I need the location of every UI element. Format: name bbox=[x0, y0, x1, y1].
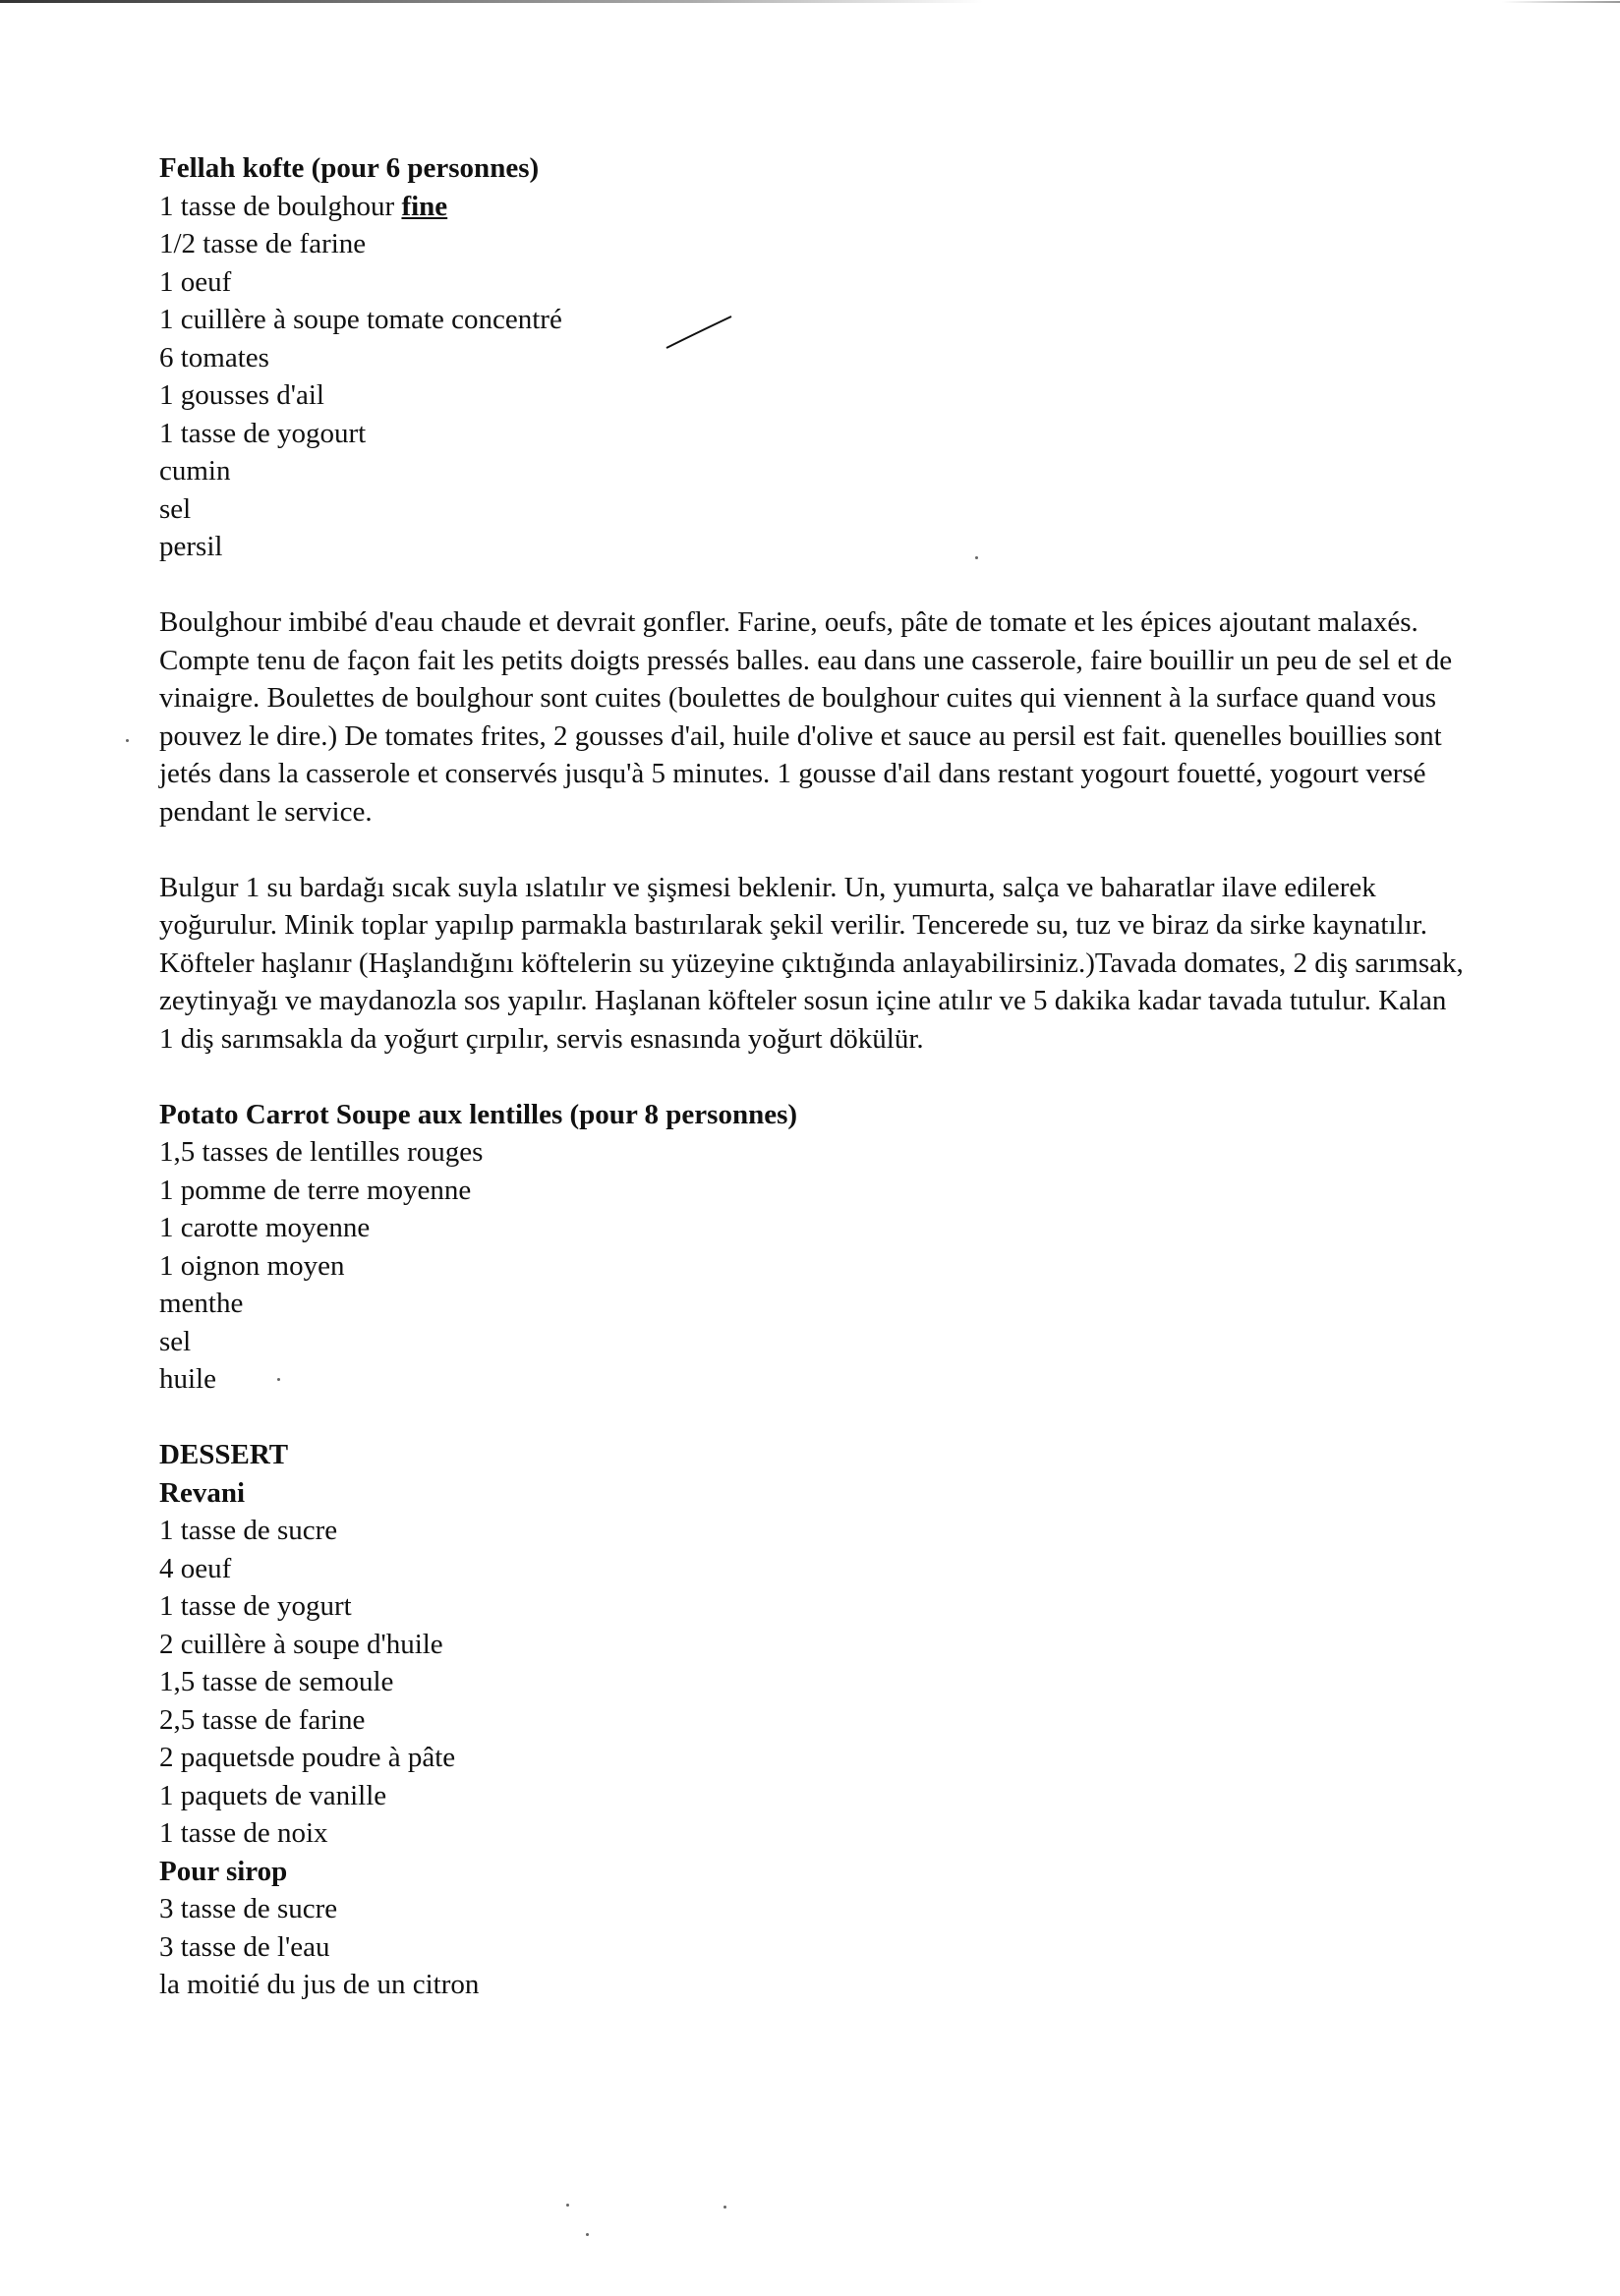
ingredient-line: menthe bbox=[159, 1288, 244, 1319]
recipe-document bbox=[159, 149, 1467, 2004]
ingredient-line: 3 tasse de sucre bbox=[159, 1893, 338, 1924]
scan-edge-artifact-right bbox=[1502, 1, 1620, 3]
ingredient-line: 1 pomme de terre moyenne bbox=[159, 1174, 472, 1206]
ingredient-line: 2 cuillère à soupe d'huile bbox=[159, 1628, 443, 1660]
ingredient-text: 1 tasse de boulghour bbox=[159, 190, 402, 222]
ingredient-line: sel bbox=[159, 492, 192, 525]
ingredient-line: persil bbox=[159, 531, 223, 562]
ingredient-line: 1 tasse de noix bbox=[159, 1817, 328, 1849]
ingredient-line: sel bbox=[159, 1325, 192, 1357]
ingredient-line: huile bbox=[159, 1363, 216, 1395]
instructions-french: Boulghour imbibé d'eau chaude et devrait gonfler. Farine, oeufs, pâte de tomate et les épices ajoutant malaxés. Compte tenu de façon fait les petits doigts pressés balles. eau dans une casserole, faire bouillir un peu de sel et de vinaigre. Boulettes de boulghour sont cuites (boulettes de boulghour cuites qui viennent à la surface quand vous pouvez le dire.) De tomates frites, 2 gousses d'ail, huile d'olive et sauce au persil est fait. quenelles bouillies sont jetés dans la casserole et conservés jusqu'à 5 minutes. 1 gousse d'ail dans restant yogourt fouetté, yogourt versé pendant le service. bbox=[159, 606, 1453, 828]
ingredient-line: 1 tasse de sucre bbox=[159, 1515, 338, 1546]
ingredient-line: 1 gousses d'ail bbox=[159, 379, 324, 411]
scan-speck bbox=[723, 2206, 726, 2209]
ingredient-line: 2,5 tasse de farine bbox=[159, 1703, 366, 1736]
ingredient-line: 1 tasse de yogurt bbox=[159, 1590, 352, 1622]
scan-edge-artifact bbox=[0, 0, 983, 3]
ingredient-line: 6 tomates bbox=[159, 341, 269, 373]
ingredient-line: la moitié du jus de un citron bbox=[159, 1969, 480, 2000]
scan-speck bbox=[586, 2233, 589, 2236]
subsection-title: Pour sirop bbox=[159, 1855, 288, 1887]
ingredient-line: 1 carotte moyenne bbox=[159, 1212, 371, 1243]
ingredient-line: 1 oignon moyen bbox=[159, 1249, 345, 1282]
recipe-title: Fellah kofte (pour 6 personnes) bbox=[159, 152, 540, 184]
ingredient-line: 2 paquetsde poudre à pâte bbox=[159, 1742, 456, 1773]
ingredient-line bbox=[159, 188, 1467, 226]
ingredient-line: 1/2 tasse de farine bbox=[159, 228, 367, 259]
scan-speck bbox=[566, 2204, 569, 2207]
ingredient-line: 3 tasse de l'eau bbox=[159, 1930, 330, 1963]
ingredient-line: 1,5 tasse de semoule bbox=[159, 1666, 394, 1697]
ingredient-line: 1 tasse de yogourt bbox=[159, 417, 367, 449]
recipe-lentil-soup bbox=[159, 1096, 1467, 1399]
dessert-section bbox=[159, 1436, 1467, 2004]
ingredient-line: 1 oeuf bbox=[159, 265, 232, 298]
ingredient-emphasis: fine bbox=[401, 190, 448, 222]
ingredient-line: 1 paquets de vanille bbox=[159, 1779, 387, 1811]
recipe-title: Potato Carrot Soupe aux lentilles (pour 8 personnes) bbox=[159, 1098, 798, 1130]
recipe-fellah-kofte bbox=[159, 149, 1467, 1058]
ingredient-line: 1 cuillère à soupe tomate concentré bbox=[159, 304, 562, 335]
section-heading: DESSERT bbox=[159, 1439, 289, 1470]
ingredient-line: 1,5 tasses de lentilles rouges bbox=[159, 1136, 484, 1168]
instructions-turkish: Bulgur 1 su bardağı sıcak suyla ıslatılır ve şişmesi beklenir. Un, yumurta, salça ve baharatlar ilave edilerek yoğurulur. Minik toplar yapılıp parmakla bastırılarak şekil verilir. Tencerede su, tuz ve biraz da sirke kaynatılır. Köfteler haşlanır (Haşlandığını köftelerin su yüzeyine çıktığında anlayabilirsiniz.)Tavada domates, 2 diş sarımsak, zeytinyağı ve maydanozla sos yapılır. Haşlanan köfteler sosun içine atılır ve 5 dakika kadar tavada tutulur. Kalan 1 diş sarımsakla da yoğurt çırpılır, servis esnasında yoğurt dökülür. bbox=[159, 871, 1464, 1055]
ingredient-line: 4 oeuf bbox=[159, 1552, 232, 1584]
recipe-title: Revani bbox=[159, 1476, 245, 1509]
ingredient-line: cumin bbox=[159, 455, 231, 487]
scan-speck bbox=[126, 739, 129, 742]
